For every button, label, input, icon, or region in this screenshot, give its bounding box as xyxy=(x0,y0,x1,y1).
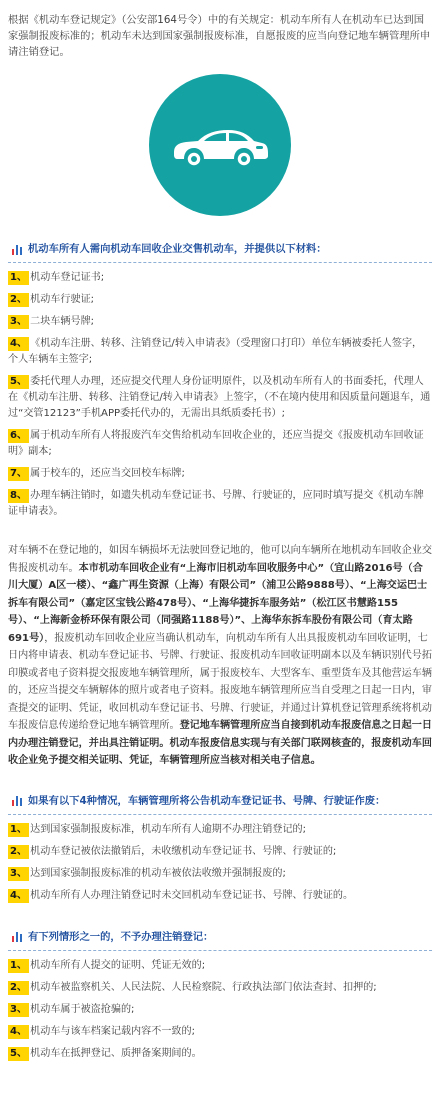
list-item: 4、 《机动车注册、转移、注销登记/转入申请表》（受理窗口打印）单位车辆被委托人签字，个人车辆车主签字; xyxy=(8,338,423,365)
recycling-companies: 本市机动车回收企业有“上海市旧机动车回收服务中心”（宜山路2016号（合川大厦）A区一楼）、“鑫广再生资源（上海）有限公司”（浦卫公路9888号）、“上海交运巴士拆车有限公司”（嘉定区宝钱公路478号）、“上海华捷拆车服务站”（松江区书慧路155号）、“上海新金桥环保有限公司（同强路1188号）”、上海华东拆车股份有限公司（育太路691号） xyxy=(8,562,428,644)
section-1-title: 机动车所有人需向机动车回收企业交售机动车，并提供以下材料： xyxy=(28,243,327,255)
list-item: 3、 二块车辆号牌; xyxy=(10,316,95,327)
list-item: 4、 机动车与该车档案记载内容不一致的; xyxy=(10,1025,196,1037)
list-item: 5、 机动车在抵押登记、质押备案期间的。 xyxy=(10,1047,202,1059)
list-item: 2、 机动车行驶证; xyxy=(10,294,95,305)
bar-chart-icon xyxy=(12,244,24,255)
list-item: 3、 机动车属于被盗抢骗的; xyxy=(10,1003,135,1015)
list-item: 2、 机动车登记被依法撤销后，未收缴机动车登记证书、号牌、行驶证的; xyxy=(10,845,337,857)
list-item: 4、 机动车所有人办理注销登记时未交回机动车登记证书、号牌、行驶证的。 xyxy=(10,889,354,901)
list-item: 1、 达到国家强制报废标准，机动车所有人逾期不办理注销登记的; xyxy=(10,823,307,835)
list-item: 1、 机动车登记证书; xyxy=(10,272,105,283)
list-item: 8、 办理车辆注销时，如遗失机动车登记证书、号牌、行驶证的，应同时填写提交《机动车牌证申请表》。 xyxy=(8,490,424,517)
list-item: 6、 属于机动车所有人将报废汽车交售给机动车回收企业的，还应当提交《报废机动车回收证明》副本; xyxy=(8,430,424,457)
section-2-list xyxy=(8,822,432,904)
intro-paragraph: 根据《机动车登记规定》（公安部164号令）中的有关规定：机动车所有人在机动车已达到国家强制报废标准的；机动车未达到国家强制报废标准，自愿报废的应当向登记地车辆管理所申请注销登记。 xyxy=(8,14,431,58)
section-1-list xyxy=(8,270,432,520)
section-3-heading xyxy=(8,926,432,951)
list-item: 2、 机动车被监察机关、人民法院、人民检察院、行政执法部门依法查封、扣押的; xyxy=(10,981,377,993)
list-item: 5、 委托代理人办理，还应提交代理人身份证明原件，以及机动车所有人的书面委托，代理人在《机动车注册、转移、注销登记/转入申请表》上签字，（不在境内使用和因质量问题退车，通过“交管12123”手机APP委托代办的，无需出具纸质委托书）; xyxy=(8,376,431,419)
deregistration-note: 登记地车辆管理所应当自接到机动车报废信息之日起一日内办理注销登记，并出具注销证明。机动车报废信息实现与有关部门联网核查的，报废机动车回收企业免予提交相关证明、凭证，车辆管理所应当核对相关电子信息。 xyxy=(8,720,432,766)
list-item: 7、 属于校车的，还应当交回校车标牌; xyxy=(10,468,185,479)
section-2-heading xyxy=(8,790,432,815)
car-circle xyxy=(149,74,291,216)
list-item: 1、 机动车所有人提交的证明、凭证无效的; xyxy=(10,959,206,971)
section-3-title: 有下列情形之一的，不予办理注销登记： xyxy=(28,930,214,943)
list-item: 3、 达到国家强制报废标准的机动车被依法收缴并强制报废的; xyxy=(10,867,286,879)
section-2-title: 如果有以下4种情况，车辆管理所将公告机动车登记证书、号牌、行驶证作废： xyxy=(28,794,386,807)
car-icon xyxy=(168,122,272,168)
bar-chart-icon xyxy=(12,795,24,806)
car-illustration xyxy=(8,74,432,216)
section-3-list xyxy=(8,958,432,1062)
section-1-heading xyxy=(8,238,432,263)
bar-chart-icon xyxy=(12,931,24,942)
recycling-paragraph: 对车辆不在登记地的，如因车辆损坏无法驶回登记地的，他可以向车辆所在地机动车回收企业交售报废机动车。本市机动车回收企业有“上海市旧机动车回收服务中心”（宜山路2016号（合川大厦）A区一楼）、“鑫广再生资源（上海）有限公司”（浦卫公路9888号）、“上海交运巴士拆车有限公司”（嘉定区宝钱公路478号）、“上海华捷拆车服务站”（松江区书慧路155号）、“上海新金桥环保有限公司（同强路1188号）”、上海华东拆车股份有限公司（育太路691号），报废机动车回收企业应当确认机动车，向机动车所有人出具报废机动车回收证明，七日内将申请表、机动车登记证书、号牌、行驶证、报废机动车回收证明副本以及车辆识别代号拓印膜或者电子资料提交报废地车辆管理所，属于报废校车、大型客车、重型货车及其他营运车辆的，还应当提交车辆解体的照片或者电子资料。报废地车辆管理所应当自受理之日起一日内，审查提交的证明、凭证，收回机动车登记证书、号牌、行驶证，并通过计算机登记管理系统将机动车报废信息传递给登记地车辆管理所。登记地车辆管理所应当自接到机动车报废信息之日起一日内办理注销登记，并出具注销证明。机动车报废信息实现与有关部门联网核查的，报废机动车回收企业免予提交相关证明、凭证，车辆管理所应当核对相关电子信息。 xyxy=(8,545,432,766)
